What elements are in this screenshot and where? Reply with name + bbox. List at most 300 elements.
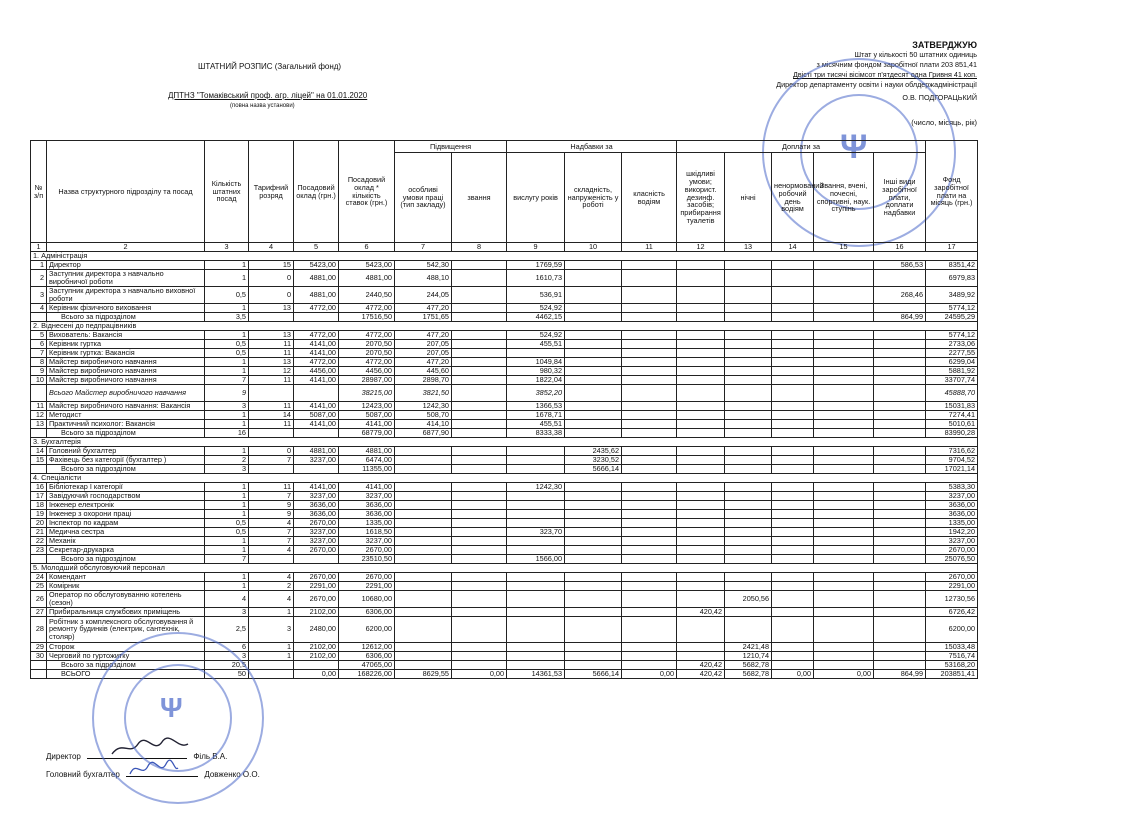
- cell-e1: [677, 482, 725, 491]
- row-number: 16: [31, 482, 47, 491]
- position-name: Фахівець без категорії (бухгалтер ): [47, 455, 205, 464]
- row-number: 19: [31, 509, 47, 518]
- cell-e1: [677, 339, 725, 348]
- col-raise-title: звання: [452, 153, 507, 243]
- cell-e4: [814, 348, 874, 357]
- cell-e4: [814, 590, 874, 607]
- cell-g: 11: [249, 348, 294, 357]
- accountant-label: Головний бухгалтер: [46, 770, 120, 779]
- cell-r2: [452, 607, 507, 616]
- position-name: Всього Майстер виробничого навчання: [47, 384, 205, 401]
- position-name: Всього за підрозділом: [47, 554, 205, 563]
- cell-b2: [565, 554, 622, 563]
- cell-f: 3237,00: [926, 536, 978, 545]
- cell-b1: 536,91: [507, 286, 565, 303]
- cell-b3: [622, 581, 677, 590]
- cell-e3: [772, 455, 814, 464]
- cell-g: 7: [249, 536, 294, 545]
- cell-g: 1: [249, 642, 294, 651]
- cell-b2: [565, 500, 622, 509]
- cell-st: 5087,00: [339, 410, 395, 419]
- section-row: [31, 563, 978, 572]
- cell-b3: [622, 642, 677, 651]
- cell-b2: [565, 572, 622, 581]
- cell-e5: [874, 410, 926, 419]
- cell-b1: [507, 651, 565, 660]
- row-number: 12: [31, 410, 47, 419]
- cell-e3: [772, 401, 814, 410]
- cell-f: 7316,62: [926, 446, 978, 455]
- cell-b1: [507, 455, 565, 464]
- cell-r2: 0,00: [452, 669, 507, 678]
- cell-e3: [772, 286, 814, 303]
- cell-s: 2102,00: [294, 651, 339, 660]
- cell-r2: [452, 419, 507, 428]
- cell-r2: [452, 348, 507, 357]
- cell-e2: [725, 286, 772, 303]
- cell-s: [294, 464, 339, 473]
- cell-b1: 524,92: [507, 303, 565, 312]
- cell-r1: [395, 518, 452, 527]
- cell-e1: 420,42: [677, 669, 725, 678]
- cell-q: 3: [205, 464, 249, 473]
- cell-f: 3636,00: [926, 509, 978, 518]
- cell-g: 1: [249, 651, 294, 660]
- cell-e3: [772, 330, 814, 339]
- cell-st: 6306,00: [339, 651, 395, 660]
- cell-e5: [874, 536, 926, 545]
- cell-q: 1: [205, 366, 249, 375]
- cell-r1: [395, 455, 452, 464]
- cell-f: 8351,42: [926, 260, 978, 269]
- cell-f: 53168,20: [926, 660, 978, 669]
- cell-e5: [874, 509, 926, 518]
- cell-b1: 1822,04: [507, 375, 565, 384]
- cell-g: 4: [249, 545, 294, 554]
- cell-g: 3: [249, 616, 294, 642]
- cell-f: 2670,00: [926, 545, 978, 554]
- position-name: Заступник директора з навчально виробничої роботи: [47, 269, 205, 286]
- director-name: Філь В.А.: [193, 752, 228, 761]
- cell-e5: [874, 590, 926, 607]
- cell-e5: [874, 464, 926, 473]
- cell-r1: 1242,30: [395, 401, 452, 410]
- cell-e1: [677, 375, 725, 384]
- cell-b2: 5666,14: [565, 464, 622, 473]
- cell-g: 11: [249, 482, 294, 491]
- cell-e4: [814, 401, 874, 410]
- cell-f: 15033,48: [926, 642, 978, 651]
- cell-q: 50: [205, 669, 249, 678]
- cell-e3: [772, 500, 814, 509]
- cell-b3: [622, 482, 677, 491]
- cell-e3: [772, 384, 814, 401]
- cell-e4: [814, 491, 874, 500]
- column-index: 5: [294, 243, 339, 252]
- position-name: Комендант: [47, 572, 205, 581]
- cell-f: 6979,83: [926, 269, 978, 286]
- cell-s: 2670,00: [294, 572, 339, 581]
- cell-b3: [622, 260, 677, 269]
- cell-e4: [814, 366, 874, 375]
- position-name: Бібліотекар І категорії: [47, 482, 205, 491]
- cell-r2: [452, 357, 507, 366]
- table-row: [31, 366, 978, 375]
- table-row: [31, 590, 978, 607]
- cell-e2: [725, 536, 772, 545]
- cell-b3: [622, 500, 677, 509]
- institution-caption: (повна назва установи): [230, 103, 295, 109]
- cell-e1: [677, 572, 725, 581]
- cell-r1: 477,20: [395, 357, 452, 366]
- cell-e4: [814, 554, 874, 563]
- position-name: Механік: [47, 536, 205, 545]
- cell-f: 5774,12: [926, 303, 978, 312]
- row-number: 27: [31, 607, 47, 616]
- cell-r2: [452, 536, 507, 545]
- cell-f: 5010,61: [926, 419, 978, 428]
- cell-g: [249, 660, 294, 669]
- section-row: [31, 473, 978, 482]
- cell-st: 4772,00: [339, 303, 395, 312]
- cell-g: 15: [249, 260, 294, 269]
- cell-r2: [452, 616, 507, 642]
- cell-g: 0: [249, 286, 294, 303]
- cell-r2: [452, 312, 507, 321]
- cell-q: 1: [205, 545, 249, 554]
- cell-f: 25076,50: [926, 554, 978, 563]
- cell-f: 45888,70: [926, 384, 978, 401]
- row-number: 14: [31, 446, 47, 455]
- row-number: 11: [31, 401, 47, 410]
- cell-e5: [874, 419, 926, 428]
- cell-e3: [772, 464, 814, 473]
- cell-e2: [725, 419, 772, 428]
- cell-b3: [622, 339, 677, 348]
- table-row: [31, 269, 978, 286]
- table-row: [31, 286, 978, 303]
- position-name: Майстер виробничого навчання: [47, 375, 205, 384]
- cell-e5: [874, 339, 926, 348]
- cell-r2: [452, 269, 507, 286]
- cell-e5: [874, 428, 926, 437]
- cell-b3: [622, 536, 677, 545]
- cell-q: 1: [205, 410, 249, 419]
- cell-r1: 207,05: [395, 339, 452, 348]
- cell-b2: 2435,62: [565, 446, 622, 455]
- cell-b2: [565, 491, 622, 500]
- cell-b3: [622, 455, 677, 464]
- cell-st: 6306,00: [339, 607, 395, 616]
- cell-b2: [565, 357, 622, 366]
- row-number: 20: [31, 518, 47, 527]
- cell-e3: [772, 491, 814, 500]
- cell-e3: [772, 545, 814, 554]
- cell-e2: [725, 260, 772, 269]
- col-fund: Фонд заробітної плати на місяць (грн.): [926, 141, 978, 243]
- cell-e1: [677, 545, 725, 554]
- row-number: 13: [31, 419, 47, 428]
- cell-st: 4141,00: [339, 482, 395, 491]
- section-row: [31, 251, 978, 260]
- table-body: [31, 251, 978, 678]
- cell-b1: [507, 581, 565, 590]
- cell-g: 11: [249, 419, 294, 428]
- section-title: 4. Спеціалісти: [31, 473, 978, 482]
- cell-r2: [452, 260, 507, 269]
- cell-b2: [565, 428, 622, 437]
- cell-e4: [814, 455, 874, 464]
- cell-e5: [874, 572, 926, 581]
- section-title: 3. Бухгалтерія: [31, 437, 978, 446]
- cell-r2: [452, 464, 507, 473]
- cell-b1: [507, 590, 565, 607]
- position-name: Майстер виробничого навчання: [47, 357, 205, 366]
- cell-q: 1: [205, 581, 249, 590]
- cell-e1: [677, 581, 725, 590]
- cell-f: 7274,41: [926, 410, 978, 419]
- column-index: 17: [926, 243, 978, 252]
- cell-r2: [452, 642, 507, 651]
- column-index: 9: [507, 243, 565, 252]
- cell-b1: 3852,20: [507, 384, 565, 401]
- cell-r1: 3821,50: [395, 384, 452, 401]
- cell-b2: 5666,14: [565, 669, 622, 678]
- position-name: Інспектор по кадрам: [47, 518, 205, 527]
- cell-s: 2670,00: [294, 545, 339, 554]
- cell-s: 2102,00: [294, 642, 339, 651]
- cell-e3: [772, 554, 814, 563]
- cell-st: 2070,50: [339, 348, 395, 357]
- cell-b3: [622, 303, 677, 312]
- approval-line-4: Директор департаменту освіти і науки облдержадміністрації: [776, 80, 977, 89]
- cell-st: 2291,00: [339, 581, 395, 590]
- cell-s: 3237,00: [294, 536, 339, 545]
- cell-e1: [677, 330, 725, 339]
- cell-e5: [874, 554, 926, 563]
- cell-r1: [395, 446, 452, 455]
- cell-e3: [772, 312, 814, 321]
- column-index-row: [31, 243, 978, 252]
- cell-e3: [772, 260, 814, 269]
- table-row: [31, 545, 978, 554]
- cell-f: 6299,04: [926, 357, 978, 366]
- cell-q: 6: [205, 642, 249, 651]
- cell-st: 4772,00: [339, 330, 395, 339]
- cell-st: 4456,00: [339, 366, 395, 375]
- position-name: Майстер виробничого навчання: Вакансія: [47, 401, 205, 410]
- position-name: Директор: [47, 260, 205, 269]
- cell-e4: 0,00: [814, 669, 874, 678]
- position-name: Майстер виробничого навчання: [47, 366, 205, 375]
- section-title: 5. Молодший обслуговуючий персонал: [31, 563, 978, 572]
- cell-s: 4772,00: [294, 357, 339, 366]
- cell-b2: [565, 651, 622, 660]
- cell-r2: [452, 572, 507, 581]
- cell-g: 7: [249, 491, 294, 500]
- cell-e2: [725, 410, 772, 419]
- column-index: 8: [452, 243, 507, 252]
- cell-e5: [874, 269, 926, 286]
- cell-g: 4: [249, 518, 294, 527]
- cell-s: 3237,00: [294, 491, 339, 500]
- cell-r2: [452, 518, 507, 527]
- cell-e3: [772, 428, 814, 437]
- cell-g: [249, 554, 294, 563]
- cell-e4: [814, 464, 874, 473]
- cell-e1: [677, 642, 725, 651]
- cell-b3: [622, 554, 677, 563]
- cell-e5: [874, 330, 926, 339]
- subtotal-row: [31, 554, 978, 563]
- position-name: Комірник: [47, 581, 205, 590]
- cell-g: 7: [249, 527, 294, 536]
- cell-e4: [814, 339, 874, 348]
- cell-e1: [677, 410, 725, 419]
- cell-e2: [725, 269, 772, 286]
- cell-e4: [814, 527, 874, 536]
- cell-e1: [677, 384, 725, 401]
- column-index: 15: [814, 243, 874, 252]
- position-name: Оператор по обслуговуванню котелень (сезон): [47, 590, 205, 607]
- cell-r1: 8629,55: [395, 669, 452, 678]
- cell-e4: [814, 581, 874, 590]
- row-number: 10: [31, 375, 47, 384]
- document-title: ШТАТНИЙ РОЗПИС (Загальний фонд): [198, 62, 342, 71]
- trident-emblem-bottom: Ψ: [160, 692, 183, 723]
- cell-b3: [622, 312, 677, 321]
- cell-st: 2670,00: [339, 545, 395, 554]
- column-index: 14: [772, 243, 814, 252]
- cell-r1: 2898,70: [395, 375, 452, 384]
- cell-s: 4881,00: [294, 446, 339, 455]
- cell-e5: [874, 642, 926, 651]
- cell-st: 10680,00: [339, 590, 395, 607]
- cell-e1: 420,42: [677, 607, 725, 616]
- cell-b3: [622, 616, 677, 642]
- row-number: 22: [31, 536, 47, 545]
- cell-b3: [622, 286, 677, 303]
- position-name: Сторож: [47, 642, 205, 651]
- row-number: 26: [31, 590, 47, 607]
- column-index: 1: [31, 243, 47, 252]
- col-extra-harmful: шкідливі умови; використ. дезинф. засобів; прибирання туалетів: [677, 153, 725, 243]
- cell-r2: [452, 500, 507, 509]
- cell-r2: [452, 545, 507, 554]
- cell-b3: [622, 269, 677, 286]
- cell-e2: [725, 581, 772, 590]
- cell-e5: [874, 384, 926, 401]
- cell-f: 203851,41: [926, 669, 978, 678]
- cell-g: 4: [249, 590, 294, 607]
- cell-f: 12730,56: [926, 590, 978, 607]
- cell-e4: [814, 616, 874, 642]
- cell-g: 11: [249, 401, 294, 410]
- cell-e3: [772, 339, 814, 348]
- cell-g: 13: [249, 330, 294, 339]
- cell-b2: [565, 545, 622, 554]
- cell-e1: 420,42: [677, 660, 725, 669]
- subtotal-row: [31, 428, 978, 437]
- cell-b2: [565, 509, 622, 518]
- position-name: Всього за підрозділом: [47, 428, 205, 437]
- row-number: 30: [31, 651, 47, 660]
- cell-e1: [677, 348, 725, 357]
- cell-e2: [725, 572, 772, 581]
- cell-r2: [452, 375, 507, 384]
- cell-st: 2440,50: [339, 286, 395, 303]
- col-raise-special: особливі умови праці (тип закладу): [395, 153, 452, 243]
- cell-b2: [565, 419, 622, 428]
- cell-f: 15031,83: [926, 401, 978, 410]
- cell-e2: [725, 357, 772, 366]
- row-number: 28: [31, 616, 47, 642]
- cell-q: 1: [205, 260, 249, 269]
- cell-s: 4141,00: [294, 339, 339, 348]
- position-name: Медична сестра: [47, 527, 205, 536]
- cell-f: 9704,52: [926, 455, 978, 464]
- cell-e4: [814, 286, 874, 303]
- cell-e4: [814, 303, 874, 312]
- cell-b2: [565, 590, 622, 607]
- row-number: 18: [31, 500, 47, 509]
- cell-e2: [725, 464, 772, 473]
- cell-b3: [622, 357, 677, 366]
- cell-s: 4772,00: [294, 303, 339, 312]
- cell-r2: [452, 401, 507, 410]
- cell-e3: [772, 410, 814, 419]
- cell-e2: [725, 339, 772, 348]
- cell-e5: 586,53: [874, 260, 926, 269]
- cell-st: 3636,00: [339, 500, 395, 509]
- cell-s: [294, 384, 339, 401]
- cell-e4: [814, 446, 874, 455]
- cell-r1: [395, 554, 452, 563]
- cell-e3: [772, 482, 814, 491]
- cell-b2: [565, 260, 622, 269]
- cell-b2: [565, 330, 622, 339]
- table-row: [31, 330, 978, 339]
- cell-r2: [452, 491, 507, 500]
- cell-b1: 323,70: [507, 527, 565, 536]
- cell-q: 2: [205, 455, 249, 464]
- row-number: 23: [31, 545, 47, 554]
- cell-r1: 477,20: [395, 303, 452, 312]
- cell-e2: 1210,74: [725, 651, 772, 660]
- column-index: 11: [622, 243, 677, 252]
- cell-b1: 4462,15: [507, 312, 565, 321]
- cell-f: 33707,74: [926, 375, 978, 384]
- cell-f: 83990,28: [926, 428, 978, 437]
- cell-s: 2480,00: [294, 616, 339, 642]
- cell-b2: [565, 536, 622, 545]
- table-row: [31, 260, 978, 269]
- row-number: 4: [31, 303, 47, 312]
- cell-g: [249, 669, 294, 678]
- cell-e4: [814, 384, 874, 401]
- cell-q: 1: [205, 500, 249, 509]
- cell-s: 4141,00: [294, 419, 339, 428]
- cell-e1: [677, 269, 725, 286]
- position-name: Керівник гуртка: [47, 339, 205, 348]
- cell-s: 4141,00: [294, 482, 339, 491]
- cell-f: 17021,14: [926, 464, 978, 473]
- cell-r2: [452, 446, 507, 455]
- cell-e2: [725, 446, 772, 455]
- cell-q: 3: [205, 607, 249, 616]
- cell-r2: [452, 581, 507, 590]
- cell-r1: [395, 500, 452, 509]
